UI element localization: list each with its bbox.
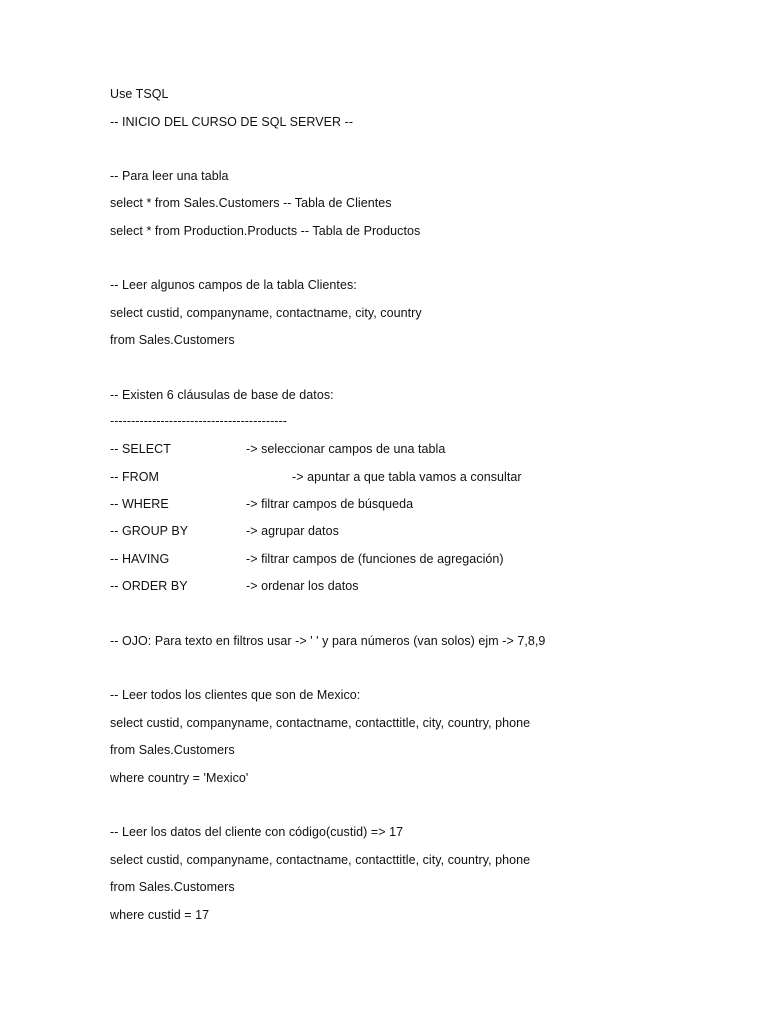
clause-description: -> filtrar campos de (funciones de agregación) xyxy=(246,552,504,566)
clause-description: -> ordenar los datos xyxy=(246,579,359,593)
line-ojo-note: -- OJO: Para texto en filtros usar -> ' ' y para números (van solos) ejm -> 7,8,9 xyxy=(110,634,546,648)
line-course-header: -- INICIO DEL CURSO DE SQL SERVER -- xyxy=(110,115,354,129)
clause-description: -> agrupar datos xyxy=(246,524,339,538)
clause-description: -> filtrar campos de búsqueda xyxy=(246,497,414,511)
line-comment-read-table: -- Para leer una tabla xyxy=(110,169,229,183)
line-use-tsql: Use TSQL xyxy=(110,87,169,101)
line-select-custid: select custid, companyname, contactname, contacttitle, city, country, phone xyxy=(110,853,531,867)
clause-description: -> seleccionar campos de una tabla xyxy=(246,442,446,456)
line-comment-custid: -- Leer los datos del cliente con código(custid) => 17 xyxy=(110,825,404,839)
clause-row xyxy=(110,469,670,485)
clause-name: -- FROM xyxy=(110,470,159,484)
line-select-products: select * from Production.Products -- Tabla de Productos xyxy=(110,224,421,238)
clause-row xyxy=(110,441,670,457)
line-select-customers: select * from Sales.Customers -- Tabla de Clientes xyxy=(110,196,392,210)
clause-name: -- HAVING xyxy=(110,552,170,566)
clause-description: -> apuntar a que tabla vamos a consultar xyxy=(292,470,522,484)
line-select-mexico: select custid, companyname, contactname, contacttitle, city, country, phone xyxy=(110,716,531,730)
clause-row xyxy=(110,551,670,567)
line-from-mexico: from Sales.Customers xyxy=(110,743,235,757)
line-from-customers: from Sales.Customers xyxy=(110,333,235,347)
line-select-fields: select custid, companyname, contactname, city, country xyxy=(110,306,422,320)
line-comment-mexico: -- Leer todos los clientes que son de Mexico: xyxy=(110,688,361,702)
clause-row xyxy=(110,578,670,594)
line-dash-separator: ------------------------------------------ xyxy=(110,414,287,428)
clause-row xyxy=(110,496,670,512)
line-where-custid: where custid = 17 xyxy=(110,908,210,922)
clause-name: -- WHERE xyxy=(110,497,169,511)
line-from-custid: from Sales.Customers xyxy=(110,880,235,894)
clause-name: -- ORDER BY xyxy=(110,579,188,593)
clause-name: -- GROUP BY xyxy=(110,524,189,538)
line-comment-read-fields: -- Leer algunos campos de la tabla Clientes: xyxy=(110,278,357,292)
clause-name: -- SELECT xyxy=(110,442,171,456)
line-comment-clauses: -- Existen 6 cláusulas de base de datos: xyxy=(110,388,334,402)
line-where-mexico: where country = 'Mexico' xyxy=(110,771,249,785)
clause-row xyxy=(110,523,670,539)
